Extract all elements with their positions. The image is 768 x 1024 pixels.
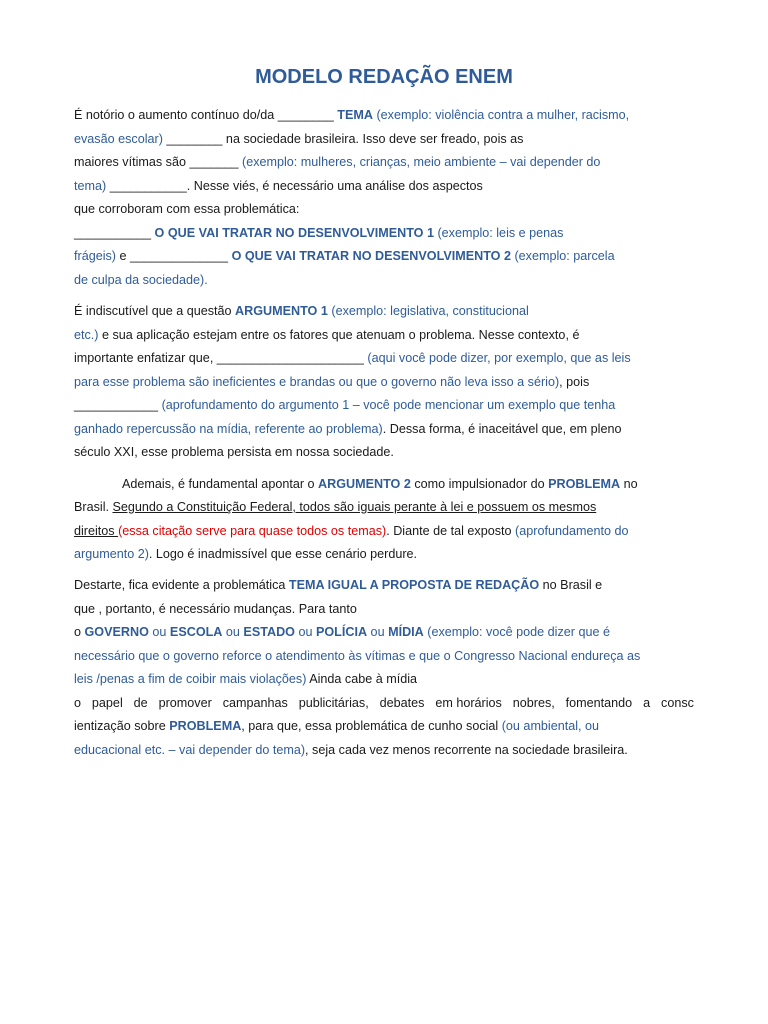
keyword-governo: GOVERNO bbox=[84, 625, 149, 639]
paragraph-2-line-3: importante enfatizar que, _____________________ (aqui você pode dizer, por exemplo, que as leis bbox=[74, 351, 631, 365]
paragraph-3-line-3: direitos (essa citação serve para quase todos os temas). Diante de tal exposto (aprofundamento do bbox=[74, 524, 629, 538]
paragraph-2-line-5: ____________ (aprofundamento do argumento 1 – você pode mencionar um exemplo que tenha bbox=[74, 398, 616, 412]
paragraph-1-line-2: evasão escolar) ________ na sociedade brasileira. Isso deve ser freado, pois as bbox=[74, 132, 524, 146]
paragraph-3-line-1: Ademais, é fundamental apontar o ARGUMENTO 2 como impulsionador do PROBLEMA no bbox=[122, 477, 638, 491]
paragraph-2-line-6: ganhado repercussão na mídia, referente ao problema). Dessa forma, é inaceitável que, em pleno bbox=[74, 422, 622, 436]
keyword-argumento-2: ARGUMENTO 2 bbox=[318, 477, 411, 491]
paragraph-4-line-2: que , portanto, é necessário mudanças. Para tanto bbox=[74, 602, 357, 616]
paragraph-1-line-3: maiores vítimas são _______ (exemplo: mulheres, crianças, meio ambiente – vai depender do bbox=[74, 155, 601, 169]
keyword-midia: MÍDIA bbox=[388, 625, 424, 639]
paragraph-4-line-4: necessário que o governo reforce o atendimento às vítimas e que o Congresso Nacional endureça as bbox=[74, 649, 641, 663]
paragraph-4-line-1: Destarte, fica evidente a problemática TEMA IGUAL A PROPOSTA DE REDAÇÃO no Brasil e bbox=[74, 578, 603, 592]
paragraph-2-line-7: século XXI, esse problema persista em nossa sociedade. bbox=[74, 445, 394, 459]
page-title: MODELO REDAÇÃO ENEM bbox=[255, 66, 513, 88]
paragraph-3-line-2: Brasil. Segundo a Constituição Federal, todos são iguais perante à lei e possuem os mesmos bbox=[74, 500, 597, 514]
keyword-escola: ESCOLA bbox=[169, 625, 223, 639]
keyword-policia: POLÍCIA bbox=[315, 625, 368, 639]
keyword-problema: PROBLEMA bbox=[548, 477, 621, 491]
paragraph-4-line-8: educacional etc. – vai depender do tema), seja cada vez menos recorrente na sociedade brasileira. bbox=[74, 743, 628, 757]
citation-note: (essa citação serve para quase todos os temas) bbox=[118, 524, 387, 538]
keyword-desenvolvimento-2: O QUE VAI TRATAR NO DESENVOLVIMENTO 2 bbox=[231, 249, 511, 263]
paragraph-1-line-6: ___________ O QUE VAI TRATAR NO DESENVOLVIMENTO 1 (exemplo: leis e penas bbox=[74, 226, 564, 240]
paragraph-2-line-4: para esse problema são ineficientes e brandas ou que o governo não leva isso a sério), pois bbox=[74, 375, 590, 389]
paragraph-4-line-6: o papel de promover campanhas publicitárias, debates em horários nobres, fomentando a consc bbox=[74, 696, 694, 710]
keyword-estado: ESTADO bbox=[243, 625, 295, 639]
keyword-tema-igual: TEMA IGUAL A PROPOSTA DE REDAÇÃO bbox=[288, 578, 540, 592]
paragraph-2-line-2: etc.) e sua aplicação estejam entre os fatores que atenuam o problema. Nesse contexto, é bbox=[74, 328, 580, 342]
keyword-tema: TEMA bbox=[337, 108, 373, 122]
paragraph-1-line-4: tema) ___________. Nesse viés, é necessário uma análise dos aspectos bbox=[74, 179, 483, 193]
paragraph-4-line-3: o GOVERNO ou ESCOLA ou ESTADO ou POLÍCIA ou MÍDIA (exemplo: você pode dizer que é bbox=[74, 625, 610, 639]
constitution-citation: Segundo a Constituição Federal, todos são iguais perante à lei e possuem os mesmos bbox=[112, 500, 597, 514]
paragraph-3-line-4: argumento 2). Logo é inadmissível que esse cenário perdure. bbox=[74, 547, 418, 561]
paragraph-1-line-1: É notório o aumento contínuo do/da ________ TEMA (exemplo: violência contra a mulher, racismo, bbox=[74, 108, 630, 122]
keyword-desenvolvimento-1: O QUE VAI TRATAR NO DESENVOLVIMENTO 1 bbox=[154, 226, 434, 240]
paragraph-1-line-5: que corroboram com essa problemática: bbox=[74, 202, 300, 216]
paragraph-4-line-5: leis /penas a fim de coibir mais violações) Ainda cabe à mídia bbox=[74, 672, 418, 686]
paragraph-4-line-7: ientização sobre PROBLEMA, para que, essa problemática de cunho social (ou ambiental, ou bbox=[74, 719, 600, 733]
paragraph-2-line-1: É indiscutível que a questão ARGUMENTO 1 (exemplo: legislativa, constitucional bbox=[74, 304, 529, 318]
paragraph-1-line-7: frágeis) e ______________ O QUE VAI TRATAR NO DESENVOLVIMENTO 2 (exemplo: parcela bbox=[74, 249, 615, 263]
keyword-problema-2: PROBLEMA bbox=[169, 719, 242, 733]
paragraph-1-line-8: de culpa da sociedade). bbox=[74, 273, 208, 287]
keyword-argumento-1: ARGUMENTO 1 bbox=[235, 304, 328, 318]
